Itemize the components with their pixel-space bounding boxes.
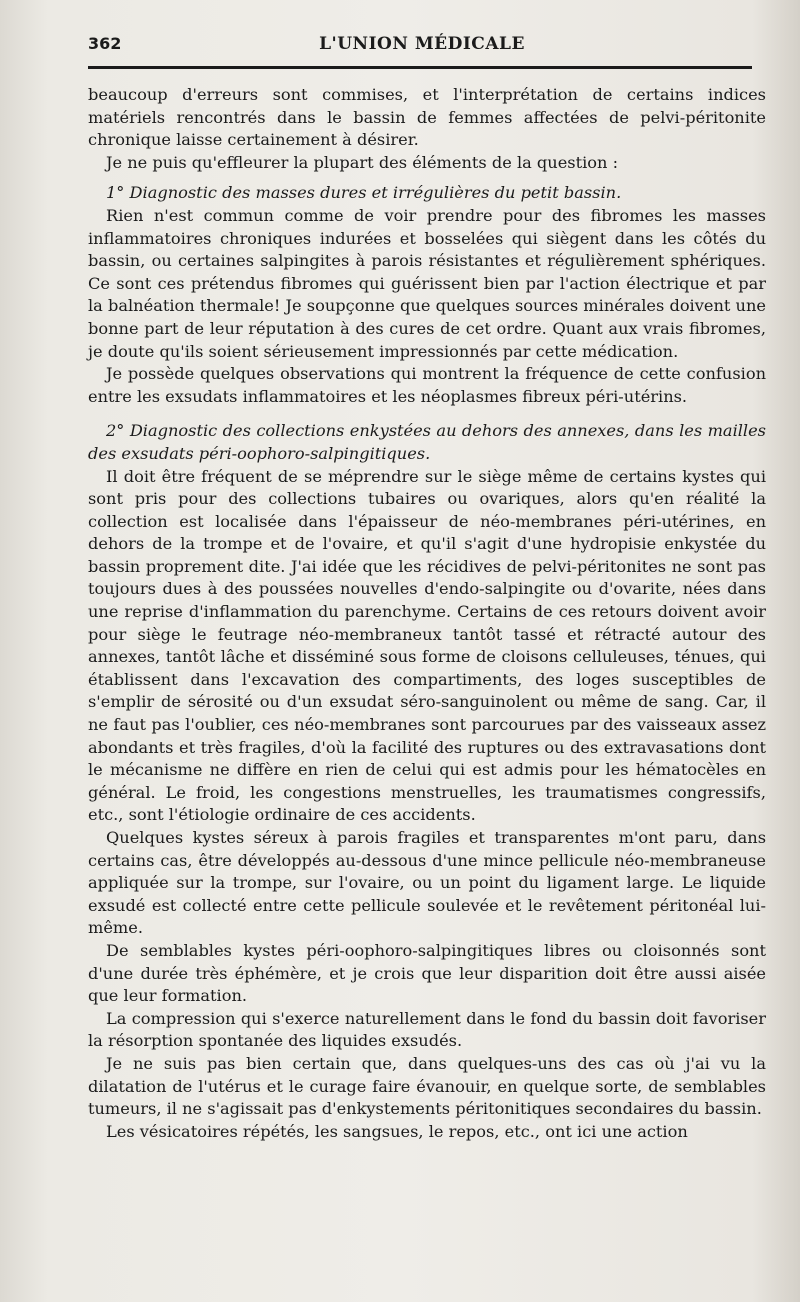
paragraph: Je ne puis qu'effleurer la plupart des éléments de la question : <box>106 152 619 172</box>
paragraph: Je ne suis pas bien certain que, dans quelques-uns des cas où j'ai vu la dilatation de l'utérus et le curage faire évanouir, en quelque sorte, de semblables tumeurs, il ne s'agissait pas d'enkystements péritonitiques secondaires du bassin. <box>88 1053 766 1119</box>
page-number: 362 <box>88 34 122 53</box>
paragraph: Quelques kystes séreux à parois fragiles et transparentes m'ont paru, dans certains cas, être développés au-dessous d'une mince pellicule néo-membraneuse appliquée sur la trompe, sur l'ovaire, ou un point du ligament large. Le liquide exsudé est collecté entre cette pellicule soulevée et le revêtement péritonéal lui-même. <box>88 828 766 938</box>
section-heading-2: 2° Diagnostic des collections enkystées au dehors des annexes, dans les mailles des exsudats péri-oophoro-salpingitiques. <box>88 421 766 463</box>
paragraph: La compression qui s'exerce naturellement dans le fond du bassin doit favoriser la résorption spontanée des liquides exsudés. <box>88 1008 766 1051</box>
paragraph: Je possède quelques observations qui montrent la fréquence de cette confusion entre les exsudats inflammatoires et les néoplasmes fibreux péri-utérins. <box>88 364 766 406</box>
paragraph: Rien n'est commun comme de voir prendre pour des fibromes les masses inflammatoires chroniques indurées et bosselées qui siègent dans les côtés du bassin, ou certaines salpingites à parois résistantes et régulièrement sphériques. Ce sont ces prétendus fibromes qui guérissent bien par l'action électrique et par la balnéation thermale! Je soupçonne que quelques sources minérales doivent une bonne part de leur réputation à des cures de cet ordre. Quant aux vrais fibromes, je doute qu'ils soient sérieusement impressionnés par cette médication. <box>88 205 766 361</box>
section-heading-1: 1° Diagnostic des masses dures et irrégulières du petit bassin. <box>106 183 622 203</box>
header-rule <box>88 66 752 69</box>
paragraph: De semblables kystes péri-oophoro-salpingitiques libres ou cloisonnés sont d'une durée très éphémère, et je crois que leur disparition doit être aussi aisée que leur formation. <box>88 940 766 1006</box>
body-text <box>88 84 766 1143</box>
paragraph: Les vésicatoires répétés, les sangsues, le repos, etc., ont ici une action <box>106 1121 688 1141</box>
paragraph: Il doit être fréquent de se méprendre sur le siège même de certains kystes qui sont pris pour des collections tubaires ou ovariques, alors qu'en réalité la collection est localisée dans l'épaisseur de néo-membranes péri-utérines, en dehors de la trompe et de l'ovaire, et qu'il s'agit d'une hydropisie enkystée du bassin proprement dite. J'ai idée que les récidives de pelvi-péritonites ne sont pas toujours dues à des poussées nouvelles d'endo-salpingite ou d'ovarite, nées dans une reprise d'inflammation du parenchyme. Certains de ces retours doivent avoir pour siège le feutrage néo-membraneux tantôt tassé et rétracté autour des annexes, tantôt lâche et disséminé sous forme de cloisons celluleuses, ténues, qui établissent dans l'excavation des compartiments, des loges susceptibles de s'emplir de sérosité ou d'un exsudat séro-sanguinolent ou même de sang. Car, il ne faut pas l'oublier, ces néo-membranes sont parcourues par des vaisseaux assez abondants et très fragiles, d'où la facilité des ruptures ou des extravasations dont le mécanisme ne diffère en rien de celui qui est admis pour les hématocèles en général. Le froid, les congestions menstruelles, les traumatismes congressifs, etc., sont l'étiologie ordinaire de ces accidents. <box>88 466 766 825</box>
page-header <box>88 34 756 60</box>
paragraph-continuation: beaucoup d'erreurs sont commises, et l'interprétation de certains indices matériels rencontrés dans le bassin de femmes affectées de pelvi-péritonite chronique laisse certainement à désirer. <box>88 85 766 150</box>
running-title: L'UNION MÉDICALE <box>319 34 525 54</box>
